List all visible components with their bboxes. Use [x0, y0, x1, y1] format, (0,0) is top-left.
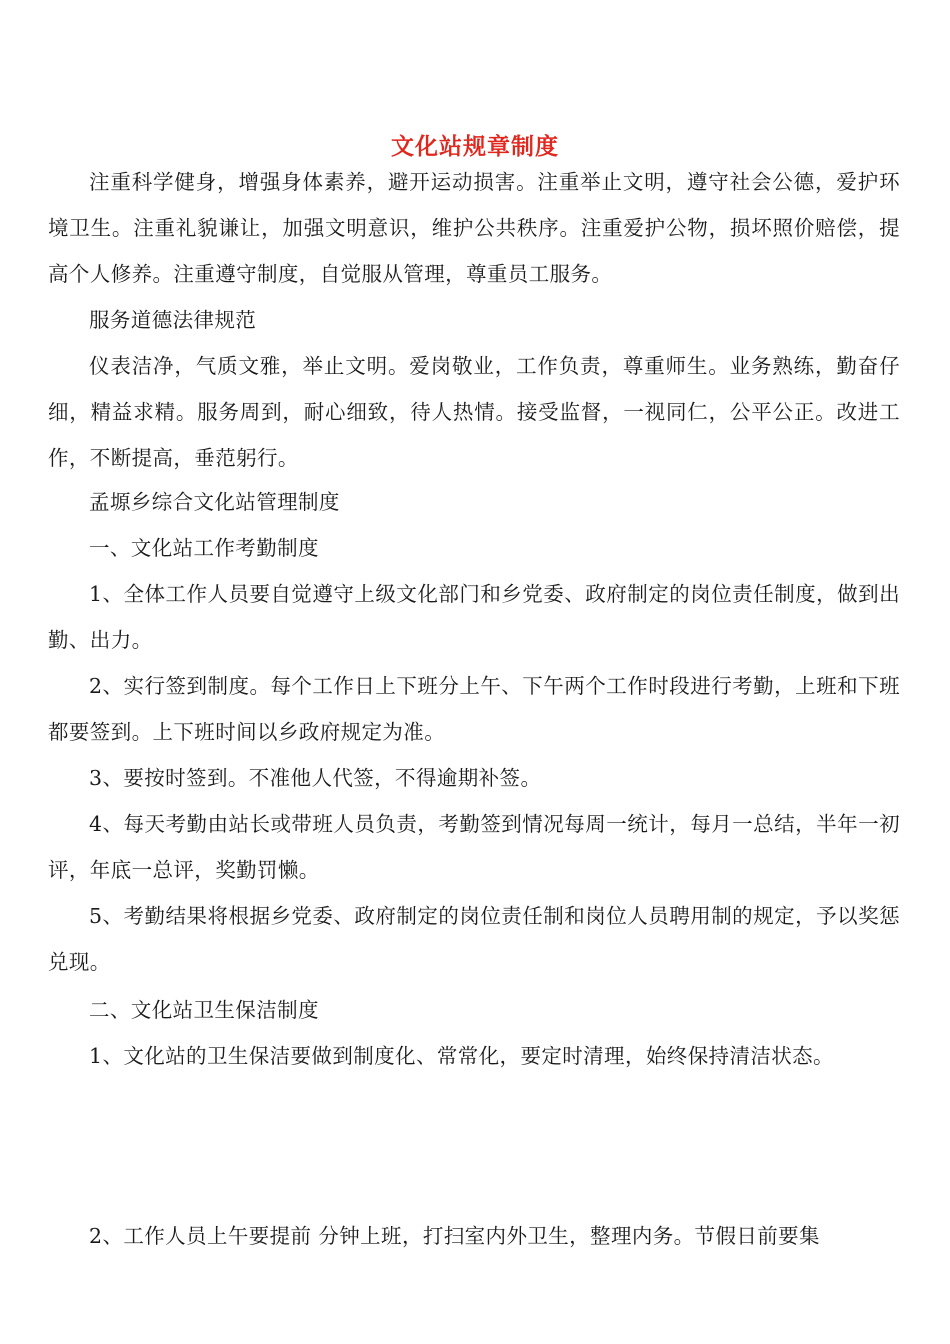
attendance-item-2: 2、实行签到制度。每个工作日上下班分上午、下午两个工作时段进行考勤，上班和下班都要签到。上下班时间以乡政府规定为准。	[48, 674, 900, 744]
attendance-item-5: 5、考勤结果将根据乡党委、政府制定的岗位责任制和岗位人员聘用制的规定，予以奖惩兑现。	[48, 904, 900, 974]
section-heading-service-norms: 服务道德法律规范	[89, 308, 257, 332]
attendance-item-3: 3、要按时签到。不准他人代签，不得逾期补签。	[89, 766, 542, 790]
section-heading-management: 孟塬乡综合文化站管理制度	[89, 490, 340, 514]
hygiene-item-1: 1、文化站的卫生保洁要做到制度化、常常化，要定时清理，始终保持清洁状态。	[89, 1044, 834, 1068]
document-title: 文化站规章制度	[391, 133, 559, 161]
attendance-item-4: 4、每天考勤由站长或带班人员负责，考勤签到情况每周一统计，每月一总结，半年一初评，年底一总评，奖勤罚懒。	[48, 812, 900, 882]
section-heading-hygiene: 二、文化站卫生保洁制度	[89, 998, 319, 1022]
section-heading-attendance: 一、文化站工作考勤制度	[89, 536, 319, 560]
paragraph-service-norms: 仪表洁净，气质文雅，举止文明。爱岗敬业，工作负责，尊重师生。业务熟练，勤奋仔细，精益求精。服务周到，耐心细致，待人热情。接受监督，一视同仁，公平公正。改进工作，不断提高，垂范躬行。	[48, 354, 900, 470]
hygiene-item-2: 2、工作人员上午要提前 分钟上班，打扫室内外卫生，整理内务。节假日前要集	[89, 1224, 820, 1248]
attendance-item-1: 1、全体工作人员要自觉遵守上级文化部门和乡党委、政府制定的岗位责任制度，做到出勤、出力。	[48, 582, 900, 652]
paragraph-conduct-rules: 注重科学健身，增强身体素养，避开运动损害。注重举止文明，遵守社会公德，爱护环境卫生。注重礼貌谦让，加强文明意识，维护公共秩序。注重爱护公物，损坏照价赔偿，提高个人修养。注重遵守制度，自觉服从管理，尊重员工服务。	[48, 170, 900, 286]
